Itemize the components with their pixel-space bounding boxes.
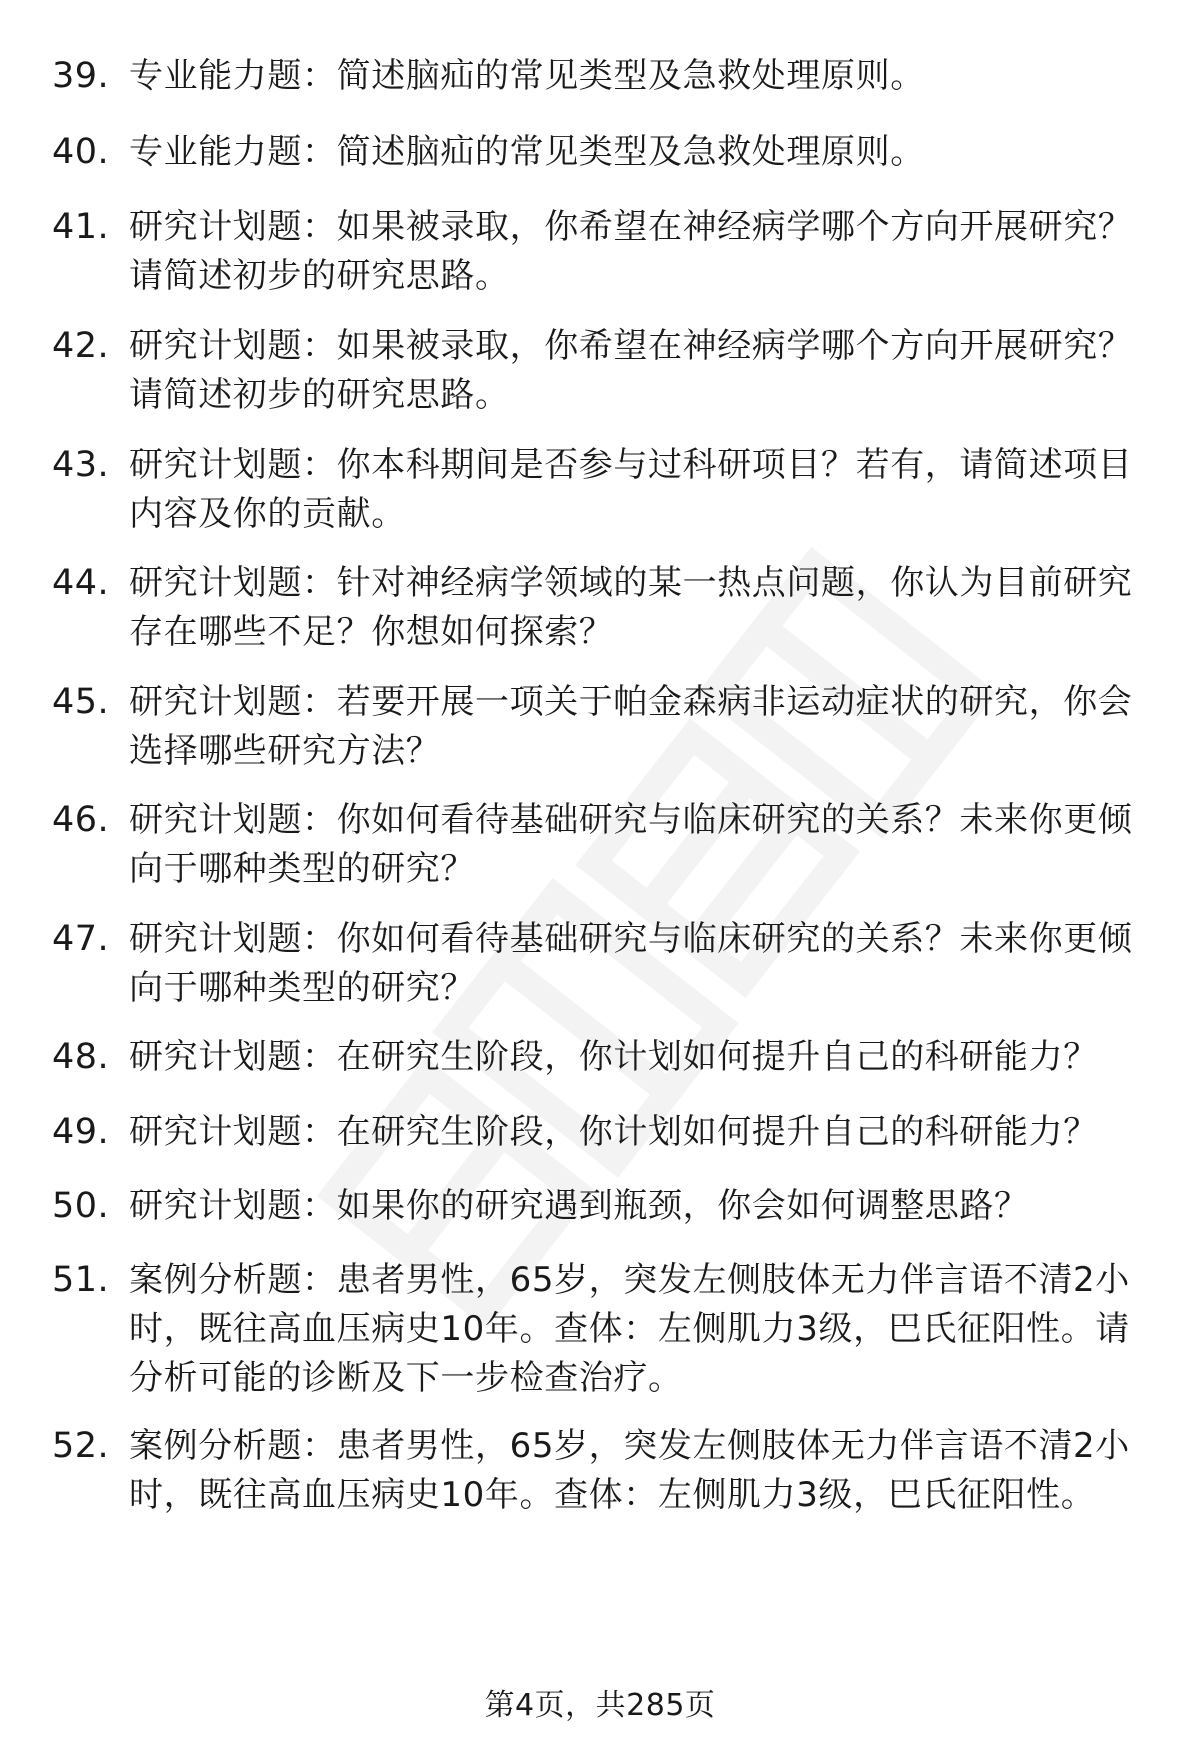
question-number: 39.: [52, 56, 110, 96]
question-number: 40.: [52, 132, 110, 172]
question-number: 45.: [52, 682, 110, 722]
question-number: 41.: [52, 207, 110, 247]
question-number: 46.: [52, 800, 110, 840]
question-text: 研究计划题：你本科期间是否参与过科研项目？若有，请简述项目内容及你的贡献。: [129, 445, 1133, 534]
question-number: 51.: [52, 1260, 110, 1300]
question-number: 47.: [52, 919, 110, 959]
question-number: 44.: [52, 563, 110, 603]
question-number: 50.: [52, 1186, 110, 1226]
question-text: 研究计划题：在研究生阶段，你计划如何提升自己的科研能力？: [129, 1037, 1098, 1077]
question-text: 研究计划题：如果被录取，你希望在神经病学哪个方向开展研究？请简述初步的研究思路。: [129, 326, 1133, 415]
question-text: 研究计划题：如果你的研究遇到瓶颈，你会如何调整思路？: [129, 1186, 1029, 1226]
question-number: 49.: [52, 1112, 110, 1152]
question-text: 研究计划题：你如何看待基础研究与临床研究的关系？未来你更倾向于哪种类型的研究？: [129, 800, 1133, 889]
question-number: 52.: [52, 1426, 110, 1466]
question-text: 研究计划题：若要开展一项关于帕金森病非运动症状的研究，你会选择哪些研究方法？: [129, 682, 1133, 771]
question-number: 42.: [52, 326, 110, 366]
question-number: 43.: [52, 445, 110, 485]
question-text: 研究计划题：在研究生阶段，你计划如何提升自己的科研能力？: [129, 1112, 1098, 1152]
question-text: 案例分析题：患者男性，65岁，突发左侧肢体无力伴言语不清2小时，既往高血压病史10年。查体：左侧肌力3级，巴氏征阳性。: [129, 1426, 1130, 1515]
question-number: 48.: [52, 1037, 110, 1077]
question-text: 专业能力题：简述脑疝的常见类型及急救处理原则。: [129, 56, 925, 96]
question-text: 研究计划题：你如何看待基础研究与临床研究的关系？未来你更倾向于哪种类型的研究？: [129, 919, 1133, 1008]
question-text: 案例分析题：患者男性，65岁，突发左侧肢体无力伴言语不清2小时，既往高血压病史10年。查体：左侧肌力3级，巴氏征阳性。请分析可能的诊断及下一步检查治疗。: [129, 1260, 1130, 1398]
question-text: 专业能力题：简述脑疝的常见类型及急救处理原则。: [129, 132, 925, 172]
page-footer: 第4页，共285页: [484, 1688, 716, 1723]
question-text: 研究计划题：针对神经病学领域的某一热点问题，你认为目前研究存在哪些不足？你想如何探索？: [129, 563, 1133, 652]
question-text: 研究计划题：如果被录取，你希望在神经病学哪个方向开展研究？请简述初步的研究思路。: [129, 207, 1133, 296]
